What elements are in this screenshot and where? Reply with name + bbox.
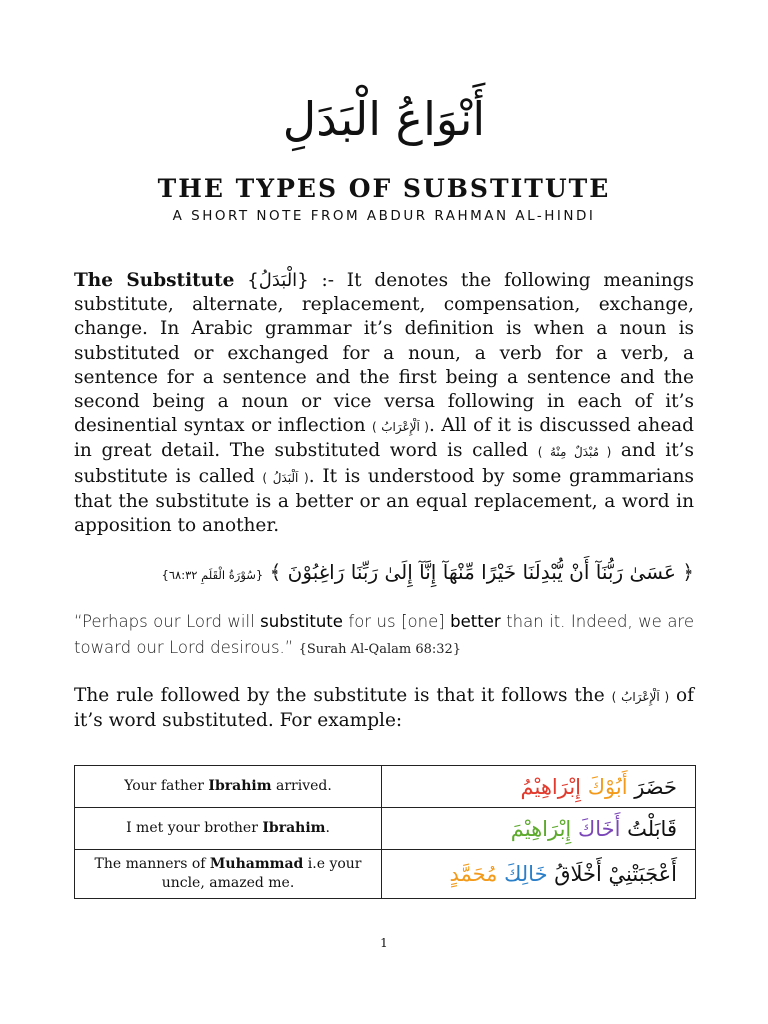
page-subtitle: A SHORT NOTE FROM ABDUR RAHMAN AL-HINDI — [172, 208, 596, 224]
example-english — [75, 766, 382, 808]
rule-text-1: The rule followed by the substitute is that it follows the — [74, 685, 612, 706]
example-arabic-substituted: خَالِكَ — [497, 862, 548, 886]
rule-text-2: of it’s word substituted. For example: — [74, 685, 695, 732]
example-english — [75, 808, 382, 850]
example-arabic — [382, 850, 696, 899]
example-arabic — [382, 766, 696, 808]
quran-verse — [74, 557, 694, 590]
example-english-text: i.e your uncle, amazed me. — [161, 856, 362, 891]
verse-reference: {Surah Al-Qalam 68:32} — [298, 642, 462, 657]
intro-text-3: and it’s substitute is called — [74, 440, 695, 487]
example-english-text: . — [325, 820, 330, 836]
example-arabic-substitute: إِبْرَاهِيْمُ — [520, 774, 582, 799]
arabic-title: أَنْوَاعُ الْبَدَلِ — [282, 92, 486, 146]
translation-text-1: “Perhaps our Lord will — [74, 612, 261, 631]
example-english-bold: Ibrahim — [208, 778, 272, 794]
translation-better: better — [450, 612, 501, 631]
example-english — [75, 850, 382, 899]
mubdal-arabic: ( مُبْدَلٌ مِنْهُ ) — [537, 445, 612, 460]
verse-arabic: ﴿ عَسَىٰ رَبُّنَآ أَنْ يُّبْدِلَنَا خَيْرًا مِّنْهَآ إِنَّآ إِلَىٰ رَبِّنَا رَاغِبُوْنَ ﴾ — [269, 560, 694, 584]
intro-text-2: . All of it is discussed ahead in great detail. The substituted word is called — [74, 415, 695, 462]
translation-substitute: substitute — [260, 612, 343, 631]
term-arabic: الْبَدَلُ — [258, 270, 298, 291]
page-title: THE TYPES OF SUBSTITUTE — [157, 174, 611, 203]
example-arabic-word: قَابَلْتُ — [620, 816, 677, 841]
examples-table — [74, 765, 696, 899]
rule-paragraph — [74, 684, 694, 733]
intro-text-4: . It is understood by some grammarians that the substitute is a better or an equal replacement, a word in apposition to another. — [74, 465, 695, 537]
example-arabic-word: حَضَرَ — [627, 774, 677, 799]
example-arabic — [382, 808, 696, 850]
example-arabic-substituted: أَبُوْكَ — [581, 774, 628, 799]
intro-paragraph — [74, 269, 694, 538]
example-english-bold: Ibrahim — [262, 820, 326, 836]
translation-text-3: than it. Indeed, we are toward our Lord desirous.” — [74, 612, 695, 657]
verse-reference-arabic: {سُوْرَةُ الْقَلَمِ ٦٨:٣٢} — [161, 568, 264, 582]
example-english-text: The manners of — [94, 856, 210, 872]
translation-text-2: for us [one] — [342, 612, 451, 631]
table-row — [75, 766, 696, 808]
intro-text-1: :- It denotes the following meanings substitute, alternate, replacement, compensation, exchange, change. In Arabic grammar it’s definition is when a noun is substituted or exchanged for a noun, a verb for a verb, a sentence for a sentence and the first being a sentence and the second being a noun or vice versa following in each of it’s desinential syntax or inflection — [74, 270, 694, 437]
page-number: 1 — [380, 936, 388, 950]
example-arabic-substitute: مُحَمَّدٍ — [449, 862, 498, 886]
term-arabic-braced: {الْبَدَلُ} — [247, 270, 309, 291]
example-arabic-substitute: إِبْرَاهِيْمَ — [510, 816, 572, 841]
example-english-bold: Muhammad — [209, 856, 304, 872]
table-row — [75, 850, 696, 899]
badal-arabic: ( اَلْبَدَلُ ) — [262, 470, 309, 485]
example-english-text: I met your brother — [126, 820, 263, 836]
example-english-text: arrived. — [271, 778, 332, 794]
verse-translation — [74, 609, 694, 663]
table-row — [75, 808, 696, 850]
example-arabic-word: أَعْجَبَتْنِيْ أَخْلَاقُ — [547, 862, 677, 886]
term-heading: The Substitute — [74, 270, 235, 291]
example-english-text: Your father — [124, 778, 209, 794]
example-arabic-substituted: أَخَاكَ — [571, 816, 621, 841]
rule-irab-arabic: ( اَلْإِعْرَابُ ) — [611, 690, 670, 704]
irab-arabic: ( اَلْإِعْرَابُ ) — [372, 420, 429, 435]
